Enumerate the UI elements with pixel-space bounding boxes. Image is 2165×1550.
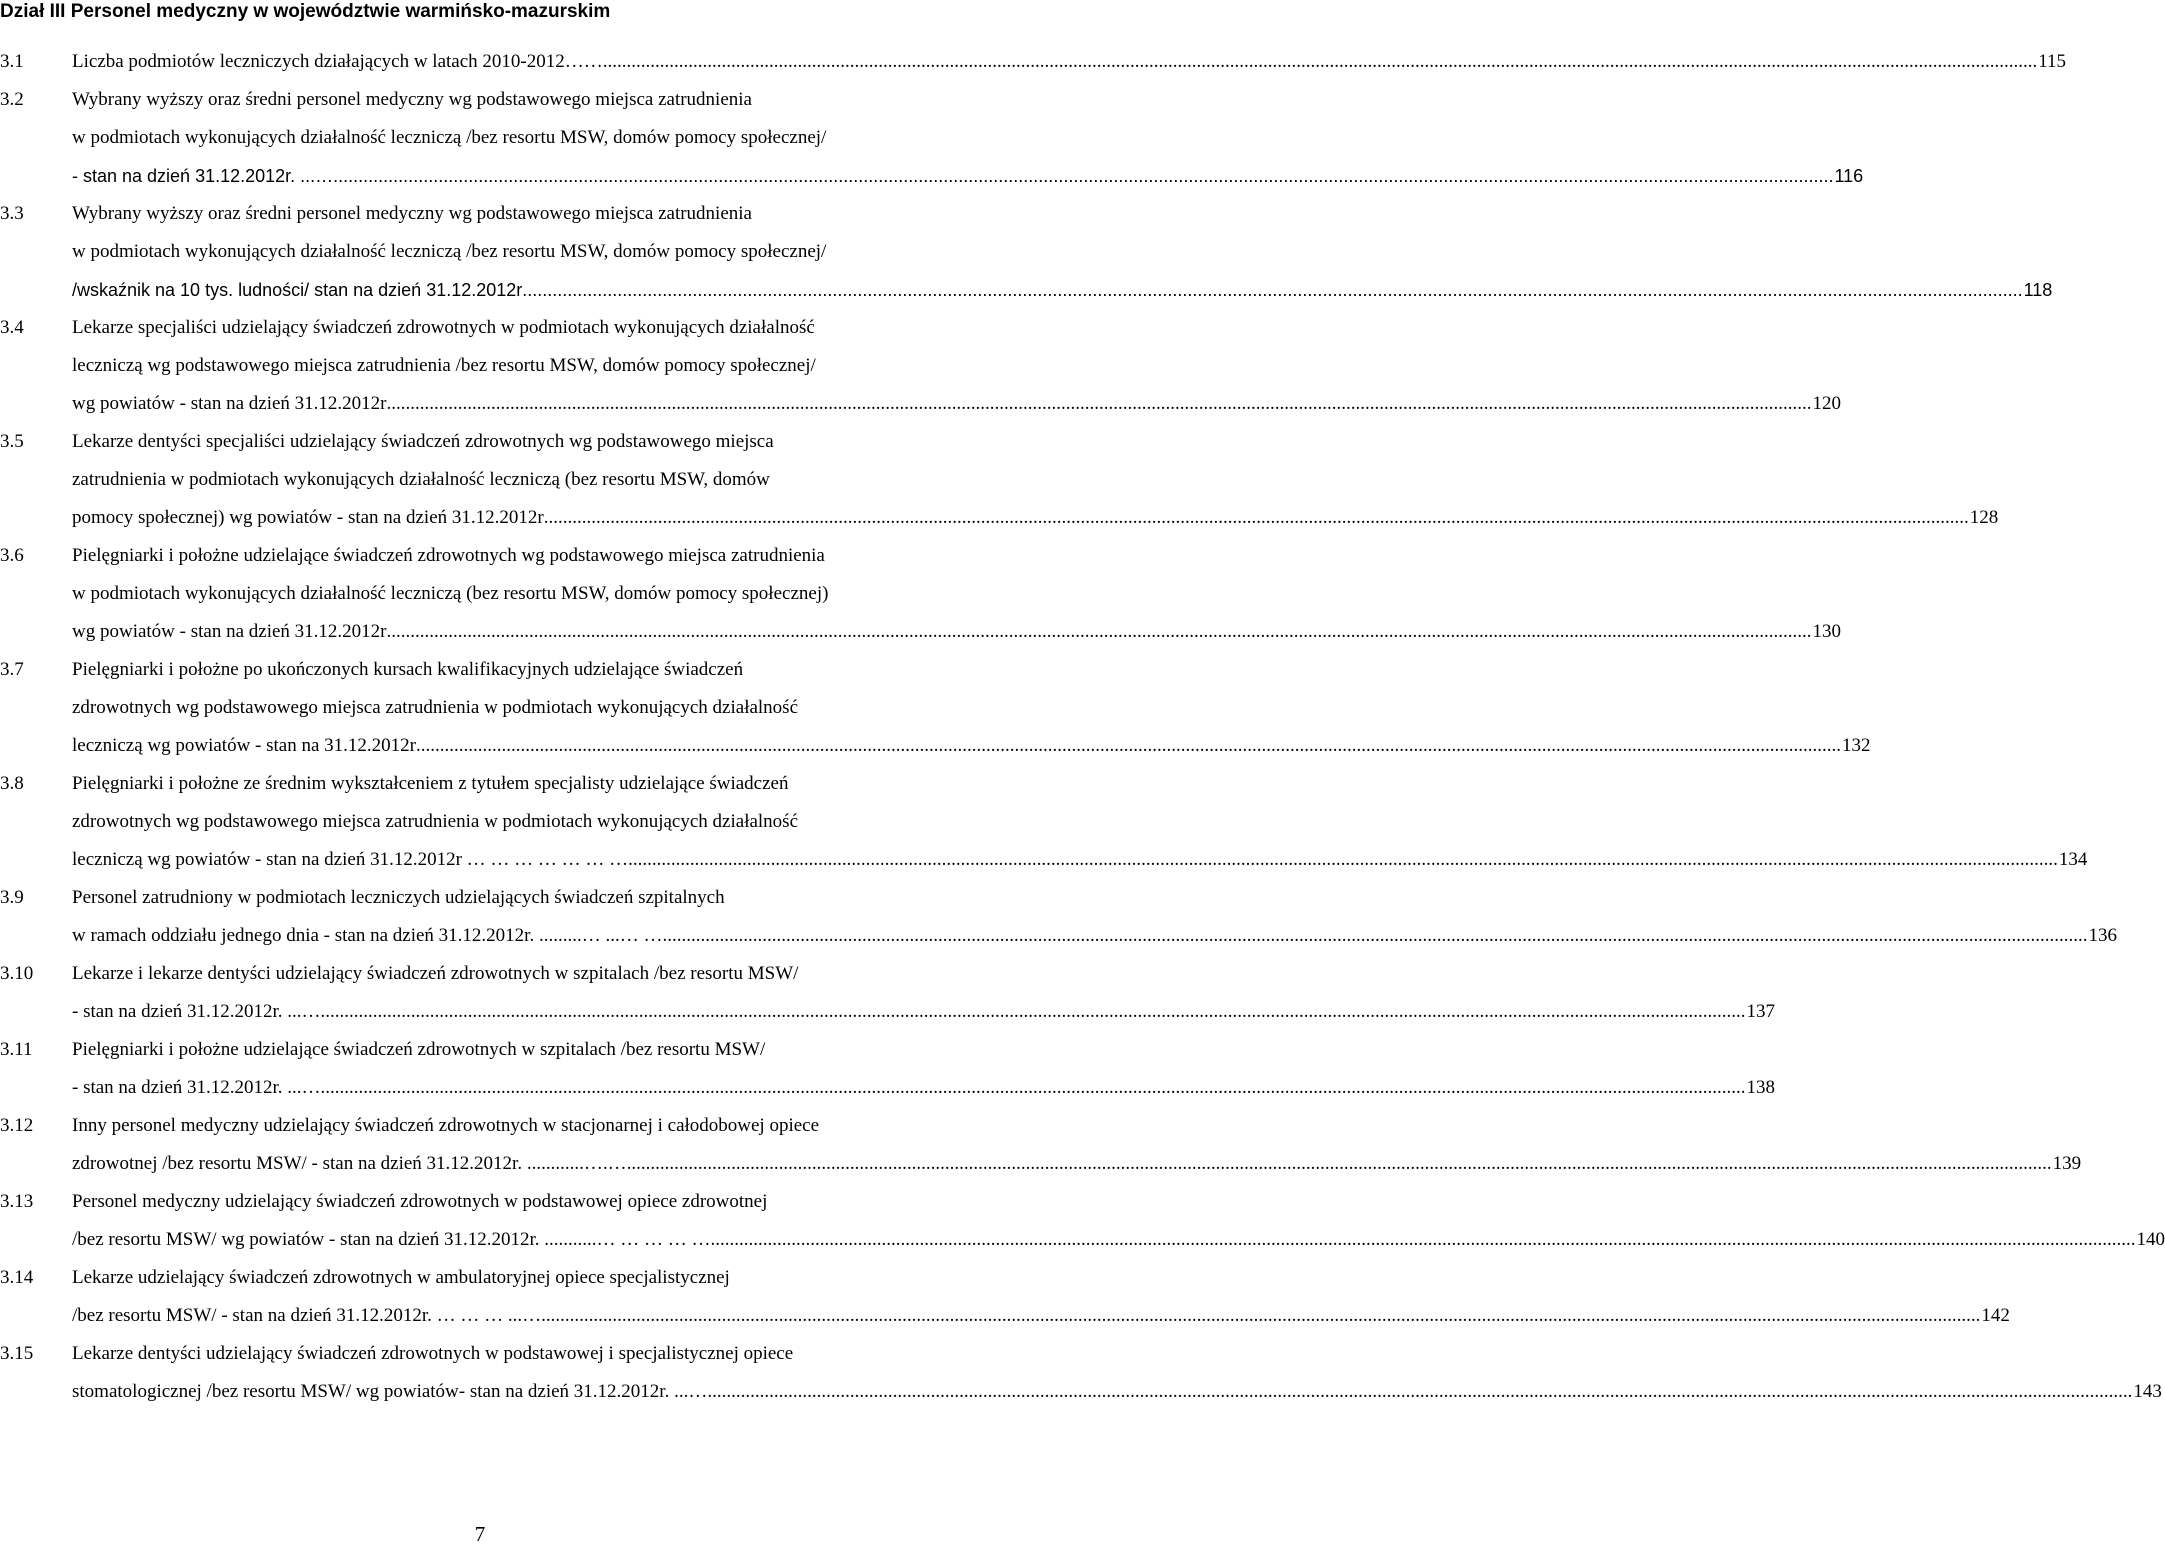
toc-entry[interactable] (0, 1183, 2165, 1259)
toc-entry-line: Pielęgniarki i położne udzielające świadczeń zdrowotnych w szpitalach /bez resortu MSW/ (72, 1039, 766, 1060)
toc-entry-page: 140 (2136, 1229, 2165, 1250)
toc-entry-last-line (72, 385, 1841, 423)
toc-entry-line: zdrowotnych wg podstawowego miejsca zatrudnienia w podmiotach wykonujących działalność (72, 697, 799, 718)
toc-entry[interactable] (0, 195, 2053, 309)
toc-entry-line: Personel zatrudniony w podmiotach leczniczych udzielających świadczeń szpitalnych (72, 887, 725, 908)
toc-entry-line: Wybrany wyższy oraz średni personel medyczny wg podstawowego miejsca zatrudnienia (72, 89, 752, 110)
toc-entry-title (72, 537, 1841, 651)
toc-entry-title (72, 879, 2117, 955)
toc-entry-line: leczniczą wg podstawowego miejsca zatrudnienia /bez resortu MSW, domów pomocy społecznej/ (72, 355, 816, 376)
toc-entry-title (72, 81, 1864, 195)
dot-leader: ............................................................................................................................................................................................................................................................................................................ (632, 849, 2058, 870)
toc-entry-title (72, 1183, 2165, 1259)
toc-entry-last-line (72, 271, 2053, 309)
toc-entry-line: Lekarze specjaliści udzielający świadczeń zdrowotnych w podmiotach wykonujących działalność (72, 317, 815, 338)
toc-entry-line: Lekarze dentyści udzielający świadczeń zdrowotnych w podstawowej i specjalistycznej opiece (72, 1343, 794, 1364)
toc-entry-page: 138 (1746, 1077, 1776, 1098)
toc-entry-number: 3.11 (0, 1039, 33, 1060)
section-heading: Dział III Personel medyczny w województwie warmińsko-mazurskim (0, 1, 611, 22)
toc-entry-line: /bez resortu MSW/ wg powiatów - stan na dzień 31.12.2012r. ...........… … … … … (72, 1229, 711, 1250)
toc-entry[interactable] (0, 1259, 2010, 1335)
dot-leader: ............................................................................................................................................................................................................................................................................................................ (543, 507, 1969, 528)
toc-entry-number: 3.1 (0, 51, 24, 72)
toc-entry-number: 3.6 (0, 545, 24, 566)
dot-leader: ............................................................................................................................................................................................................................................................................................................ (386, 621, 1812, 642)
toc-entry-page: 132 (1842, 735, 1871, 756)
toc-entry-title (72, 43, 2067, 81)
toc-entry-line: Lekarze dentyści specjaliści udzielający świadczeń zdrowotnych wg podstawowego miejsca (72, 431, 774, 452)
dot-leader: ............................................................................................................................................................................................................................................................................................................ (522, 280, 2023, 300)
toc-entry-number: 3.4 (0, 317, 24, 338)
toc-entry-line: zdrowotnych wg podstawowego miejsca zatrudnienia w podmiotach wykonujących działalność (72, 811, 799, 832)
page-number: 7 (474, 1522, 486, 1546)
toc-entry-page: 139 (2052, 1153, 2082, 1174)
toc-entry-line: leczniczą wg powiatów - stan na 31.12.2012r (72, 735, 417, 756)
toc-entry-number: 3.13 (0, 1191, 34, 1212)
toc-entry-page: 137 (1746, 1001, 1776, 1022)
toc-entry-number: 3.9 (0, 887, 24, 908)
toc-entry-last-line (72, 157, 1864, 195)
toc-entry-line: - stan na dzień 31.12.2012r. ...… (72, 1001, 321, 1022)
toc-entry-last-line (72, 727, 1871, 765)
toc-entry-line: wg powiatów - stan na dzień 31.12.2012r (72, 393, 387, 414)
toc-entry-line: Wybrany wyższy oraz średni personel medyczny wg podstawowego miejsca zatrudnienia (72, 203, 752, 224)
toc-entry-line: Inny personel medyczny udzielający świadczeń zdrowotnych w stacjonarnej i całodobowej opiece (72, 1115, 820, 1136)
toc-entry-number: 3.2 (0, 89, 24, 110)
toc-entry-line: wg powiatów - stan na dzień 31.12.2012r (72, 621, 387, 642)
toc-entry-number: 3.3 (0, 203, 24, 224)
toc-entry[interactable] (0, 423, 1999, 537)
toc-entry-number: 3.7 (0, 659, 24, 680)
toc-entry-page: 118 (2023, 280, 2053, 300)
toc-entry-number: 3.14 (0, 1267, 34, 1288)
toc-entry-last-line (72, 993, 1776, 1031)
toc-entry-last-line (72, 841, 2088, 879)
dot-leader: ............................................................................................................................................................................................................................................................................................................ (662, 925, 2088, 946)
dot-leader: ............................................................................................................................................................................................................................................................................................................ (555, 1305, 1981, 1326)
toc-entry[interactable] (0, 81, 1864, 195)
dot-leader: ............................................................................................................................................................................................................................................................................................................ (416, 735, 1842, 756)
toc-entry-line: Lekarze i lekarze dentyści udzielający świadczeń zdrowotnych w szpitalach /bez resortu MSW/ (72, 963, 799, 984)
dot-leader: ............................................................................................................................................................................................................................................................................................................ (333, 166, 1834, 186)
toc-entry-line: Liczba podmiotów leczniczych działających w latach 2010-2012…….. (72, 51, 613, 72)
toc-entry-line: w podmiotach wykonujących działalność leczniczą /bez resortu MSW, domów pomocy społecznej/ (72, 127, 827, 148)
dot-leader: ............................................................................................................................................................................................................................................................................................................ (386, 393, 1812, 414)
toc-entry-title (72, 195, 2053, 309)
toc-entry-line: - stan na dzień 31.12.2012r. ...… (72, 1077, 321, 1098)
toc-entry-number: 3.8 (0, 773, 24, 794)
toc-entry-title (72, 1031, 1776, 1107)
toc-entry-page: 128 (1969, 507, 1999, 528)
toc-entry-title (72, 765, 2088, 879)
toc-entry[interactable] (0, 43, 2067, 81)
table-of-contents (0, 43, 2165, 1411)
toc-entry-title (72, 955, 1776, 1031)
toc-entry[interactable] (0, 651, 1871, 765)
dot-leader: ............................................................................................................................................................................................................................................................................................................ (320, 1077, 1746, 1098)
toc-entry-title (72, 1335, 2162, 1411)
toc-entry-number: 3.10 (0, 963, 34, 984)
toc-entry-line: - stan na dzień 31.12.2012r. ...… (72, 166, 334, 186)
toc-entry-last-line (72, 1069, 1776, 1107)
toc-entry[interactable] (0, 879, 2117, 955)
toc-entry[interactable] (0, 309, 1841, 423)
toc-entry-number: 3.12 (0, 1115, 34, 1136)
toc-entry-page: 115 (2038, 51, 2067, 72)
toc-entry-line: w podmiotach wykonujących działalność leczniczą (bez resortu MSW, domów pomocy społecznej) (72, 583, 829, 604)
toc-entry-title (72, 1107, 2082, 1183)
toc-entry-line: /wskaźnik na 10 tys. ludności/ stan na dzień 31.12.2012r (72, 280, 523, 300)
toc-entry-last-line (72, 613, 1841, 651)
toc-entry-page: 143 (2133, 1381, 2162, 1402)
toc-entry-title (72, 309, 1841, 423)
toc-entry-last-line (72, 917, 2117, 955)
toc-entry-last-line (72, 1221, 2165, 1259)
toc-entry[interactable] (0, 955, 1776, 1031)
toc-entry-line: pomocy społecznej) wg powiatów - stan na dzień 31.12.2012r (72, 507, 544, 528)
toc-entry-line: Personel medyczny udzielający świadczeń zdrowotnych w podstawowej opiece zdrowotnej (72, 1191, 768, 1212)
toc-entry-last-line (72, 499, 1999, 537)
toc-entry-line: stomatologicznej /bez resortu MSW/ wg powiatów- stan na dzień 31.12.2012r. ...… (72, 1381, 708, 1402)
toc-entry-title (72, 423, 1999, 537)
dot-leader: ............................................................................................................................................................................................................................................................................................................ (626, 1153, 2052, 1174)
toc-entry-number: 3.5 (0, 431, 24, 452)
dot-leader: ............................................................................................................................................................................................................................................................................................................ (612, 51, 2038, 72)
toc-entry-page: 136 (2088, 925, 2117, 946)
toc-entry-line: Pielęgniarki i położne udzielające świadczeń zdrowotnych wg podstawowego miejsca zatrudnienia (72, 545, 825, 566)
toc-entry-last-line (72, 1373, 2162, 1411)
toc-entry-title (72, 651, 1871, 765)
toc-entry-title (72, 1259, 2010, 1335)
toc-entry-page: 130 (1812, 621, 1841, 642)
toc-entry[interactable] (0, 537, 1841, 651)
toc-entry[interactable] (0, 1107, 2082, 1183)
toc-entry-page: 120 (1812, 393, 1841, 414)
toc-entry-line: /bez resortu MSW/ - stan na dzień 31.12.2012r. … … … ...…... (72, 1305, 556, 1326)
toc-entry-line: w podmiotach wykonujących działalność leczniczą /bez resortu MSW, domów pomocy społecznej/ (72, 241, 827, 262)
dot-leader: ............................................................................................................................................................................................................................................................................................................ (707, 1381, 2133, 1402)
toc-entry-line: zatrudnienia w podmiotach wykonujących działalność leczniczą (bez resortu MSW, domów (72, 469, 770, 490)
toc-entry-number: 3.15 (0, 1343, 34, 1364)
dot-leader: ............................................................................................................................................................................................................................................................................................................ (710, 1229, 2136, 1250)
dot-leader: ............................................................................................................................................................................................................................................................................................................ (320, 1001, 1746, 1022)
toc-entry-last-line (72, 1145, 2082, 1183)
toc-entry-page: 134 (2058, 849, 2088, 870)
toc-entry-line: leczniczą wg powiatów - stan na dzień 31.12.2012r … … … … … … …. (72, 849, 633, 870)
toc-entry-line: Pielęgniarki i położne ze średnim wykształceniem z tytułem specjalisty udzielające świadczeń (72, 773, 789, 794)
toc-entry[interactable] (0, 1031, 1776, 1107)
toc-entry[interactable] (0, 765, 2088, 879)
toc-entry-page: 142 (1981, 1305, 2010, 1326)
toc-entry-line: zdrowotnej /bez resortu MSW/ - stan na dzień 31.12.2012r. ............….… (72, 1153, 627, 1174)
toc-entry-last-line (72, 1297, 2010, 1335)
toc-entry-line: w ramach oddziału jednego dnia - stan na dzień 31.12.2012r. .........… ...… … (72, 925, 663, 946)
toc-entry-last-line (72, 43, 2067, 81)
toc-entry-line: Pielęgniarki i położne po ukończonych kursach kwalifikacyjnych udzielające świadczeń (72, 659, 744, 680)
toc-entry-line: Lekarze udzielający świadczeń zdrowotnych w ambulatoryjnej opiece specjalistycznej (72, 1267, 730, 1288)
toc-entry-page: 116 (1834, 166, 1864, 186)
toc-entry[interactable] (0, 1335, 2162, 1411)
